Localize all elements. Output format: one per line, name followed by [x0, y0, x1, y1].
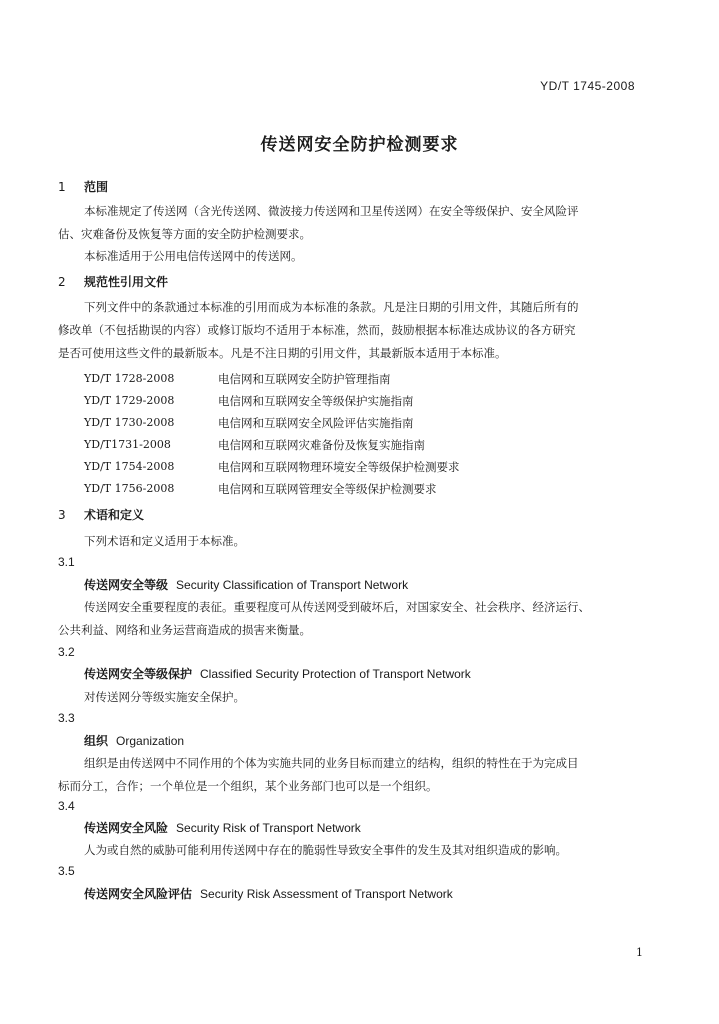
- term-en: Classified Security Protection of Transport Network: [200, 667, 471, 681]
- ref-code: YD/T 1756-2008: [84, 482, 175, 495]
- term-zh: 传送网安全等级保护: [84, 667, 193, 681]
- ref-code: YD/T 1754-2008: [84, 460, 175, 473]
- ref-code: YD/T 1729-2008: [84, 394, 175, 407]
- term-zh: 传送网安全风险: [84, 821, 169, 835]
- clause-3-1-number: 3.1: [58, 555, 75, 569]
- clause-3-2-def-line-1: 对传送网分等级实施安全保护。: [84, 690, 245, 704]
- section-2-title: 规范性引用文件: [84, 275, 169, 289]
- ref-title: 电信网和互联网安全风险评估实施指南: [218, 416, 414, 430]
- section-1-para-1-line-1: 本标准规定了传送网（含光传送网、微波接力传送网和卫星传送网）在安全等级保护、安全风险评: [84, 204, 579, 218]
- clause-3-3-number: 3.3: [58, 711, 75, 725]
- clause-3-2-term: [84, 665, 471, 682]
- clause-3-3-def-line-2: 标而分工，合作；一个单位是一个组织，某个业务部门也可以是一个组织。: [58, 779, 438, 793]
- term-en: Security Risk Assessment of Transport Network: [200, 887, 453, 901]
- term-en: Organization: [116, 734, 185, 748]
- section-1-para-1-line-2: 估、灾难备份及恢复等方面的安全防护检测要求。: [58, 227, 311, 241]
- term-en: Security Risk of Transport Network: [176, 821, 361, 835]
- clause-3-5-term: [84, 885, 453, 902]
- section-2-heading: [58, 273, 168, 290]
- clause-3-5-number: 3.5: [58, 864, 75, 878]
- clause-3-1-term: [84, 576, 408, 593]
- clause-3-3-term: [84, 732, 184, 749]
- clause-3-2-number: 3.2: [58, 645, 75, 659]
- page-number: 1: [636, 946, 643, 959]
- clause-3-1-def-line-1: 传送网安全重要程度的表征。重要程度可从传送网受到破坏后，对国家安全、社会秩序、经济运行、: [84, 600, 590, 614]
- section-2-number: 2: [58, 275, 66, 289]
- ref-code: YD/T 1730-2008: [84, 416, 175, 429]
- section-3-heading: [58, 506, 144, 523]
- section-2-para-line-1: 下列文件中的条款通过本标准的引用而成为本标准的条款。凡是注日期的引用文件，其随后所有的: [84, 300, 579, 314]
- document-title: 传送网安全防护检测要求: [260, 135, 459, 155]
- clause-3-4-def-line-1: 人为或自然的威胁可能利用传送网中存在的脆弱性导致安全事件的发生及其对组织造成的影响。: [84, 843, 567, 857]
- section-2-para-line-3: 是否可使用这些文件的最新版本。凡是不注日期的引用文件，其最新版本适用于本标准。: [58, 346, 507, 360]
- ref-code: YD/T 1728-2008: [84, 372, 175, 385]
- clause-3-1-def-line-2: 公共利益、网络和业务运营商造成的损害来衡量。: [58, 623, 311, 637]
- term-zh: 传送网安全风险评估: [84, 887, 193, 901]
- section-1-heading: [58, 178, 108, 195]
- standard-code: YD/T 1745-2008: [540, 79, 635, 93]
- section-3-title: 术语和定义: [84, 508, 145, 522]
- section-1-number: 1: [58, 180, 66, 194]
- ref-title: 电信网和互联网管理安全等级保护检测要求: [218, 482, 437, 496]
- section-1-title: 范围: [84, 180, 109, 194]
- ref-code: YD/T1731-2008: [84, 438, 171, 451]
- term-en: Security Classification of Transport Network: [176, 578, 409, 592]
- term-zh: 组织: [84, 734, 109, 748]
- section-2-para-line-2: 修改单（不包括勘误的内容）或修订版均不适用于本标准，然而，鼓励根据本标准达成协议的各方研究: [58, 323, 576, 337]
- section-3-intro: 下列术语和定义适用于本标准。: [84, 534, 245, 548]
- section-1-para-2: 本标准适用于公用电信传送网中的传送网。: [84, 249, 303, 263]
- term-zh: 传送网安全等级: [84, 578, 169, 592]
- clause-3-4-term: [84, 819, 361, 836]
- section-3-number: 3: [58, 508, 66, 522]
- clause-3-4-number: 3.4: [58, 799, 75, 813]
- ref-title: 电信网和互联网安全防护管理指南: [218, 372, 391, 386]
- ref-title: 电信网和互联网安全等级保护实施指南: [218, 394, 414, 408]
- ref-title: 电信网和互联网物理环境安全等级保护检测要求: [218, 460, 460, 474]
- ref-title: 电信网和互联网灾难备份及恢复实施指南: [218, 438, 425, 452]
- clause-3-3-def-line-1: 组织是由传送网中不同作用的个体为实施共同的业务目标而建立的结构，组织的特性在于为完成目: [84, 756, 579, 770]
